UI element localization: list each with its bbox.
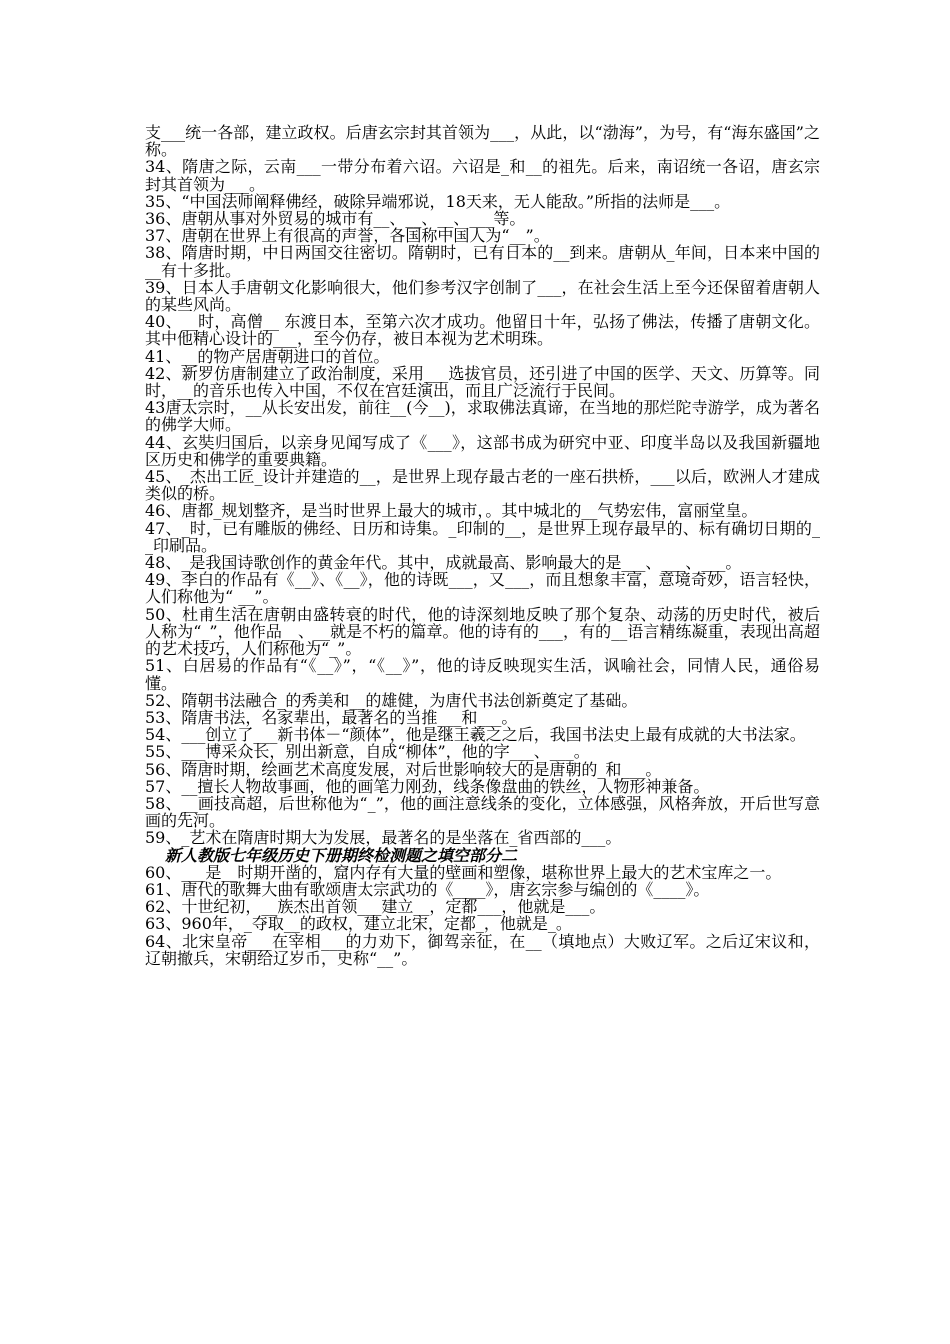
question-item: 55、___博采众长，别出新意，自成“柳体”，他的字___、___。 bbox=[145, 742, 590, 762]
question-item: 48、_是我国诗歌创作的黄金年代。其中，成就最高、影响最大的是___、___、___。 bbox=[145, 553, 742, 573]
question-item: 53、隋唐书法，名家辈出，最著名的当推___和___。 bbox=[145, 707, 518, 727]
question-item: 35、“中国法师阐释佛经，破除异端邪说，18天来，无人能敌。”所指的法师是___。 bbox=[145, 191, 731, 211]
question-item: 62、十世纪初，__族杰出首领___建立__，定都___，他就是___。 bbox=[145, 897, 606, 917]
question-item: 46、唐都_规划整齐，是当时世界上最大的城市，。其中城北的__气势宏伟，富丽堂皇。 bbox=[145, 501, 758, 521]
question-item: 47、_时，已有雕版的佛经、日历和诗集。_印制的__，是世界上现存最早的、标有确切日期的__印刷品。 bbox=[145, 518, 820, 555]
question-item: 51、白居易的作品有“《__》”，“《__》”，他的诗反映现实生活，讽喻社会，同情人民，通俗易懂。 bbox=[145, 656, 820, 693]
question-item: 42、新罗仿唐制建立了政治制度，采用___选拔官员，还引进了中国的医学、天文、历算等。同时，__的音乐也传入中国，不仅在宫廷演出，而且广泛流行于民间。 bbox=[145, 363, 820, 401]
question-item: 41、__的物产居唐朝进口的首位。 bbox=[145, 346, 390, 366]
question-item: 38、隋唐时期，中日两国交往密切。隋朝时，已有日本的__到来。唐朝从_年间，日本来中国的__有十多批。 bbox=[145, 243, 820, 280]
question-list-1 bbox=[145, 124, 820, 847]
question-item: 59、_艺术在隋唐时期大为发展，最著名的是坐落在_省西部的___。 bbox=[145, 828, 622, 848]
question-item: 支___统一各部，建立政权。后唐玄宗封其首领为___，从此，以“渤海”，为号，有“海东盛国”之称。 bbox=[145, 123, 820, 160]
question-item: 39、日本人手唐朝文化影响很大，他们参考汉字创制了___，在社会生活上至今还保留着唐朝人的某些风尚。 bbox=[145, 277, 820, 315]
question-item: 52、隋朝书法融合_的秀美和__的雄健，为唐代书法创新奠定了基础。 bbox=[145, 690, 638, 710]
question-item: 56、隋唐时期，绘画艺术高度发展，对后世影响较大的是唐朝的_和___。 bbox=[145, 759, 662, 779]
question-item: 36、唐朝从事对外贸易的城市有__、__、__、___等。 bbox=[145, 209, 526, 229]
question-item: 54、___创立了___新书体－“颜体”，他是继王羲之之后，我国书法史上最有成就的大书法家。 bbox=[145, 725, 806, 745]
question-item: 50、杜甫生活在唐朝由盛转衰的时代，他的诗深刻地反映了那个复杂、动荡的历史时代，被后人称为“_”，他作品__、__就是不朽的篇章。他的诗有的___，有的__语言精练凝重，表现出高超的艺术技巧，人们称他为“_”。 bbox=[145, 604, 820, 659]
question-item: 64、北宋皇帝___在宰相___的力劝下，御驾亲征，在__（填地点）大败辽军。之后辽宋议和，辽朝撤兵，宋朝给辽岁币，史称“__”。 bbox=[145, 931, 820, 968]
question-list-2 bbox=[145, 864, 820, 967]
document-page bbox=[145, 124, 820, 967]
question-item: 60、___是__时期开凿的，窟内存有大量的壁画和塑像，堪称世界上最大的艺术宝库之一。 bbox=[145, 862, 782, 882]
question-item: 40、__时，高僧__ 东渡日本，至第六次才成功。他留日十年，弘扬了佛法，传播了唐朝文化。其中他精心设计的___，至今仍存，被日本视为艺术明珠。 bbox=[145, 312, 820, 349]
question-item: 61、唐代的歌舞大曲有歌颂唐太宗武功的《____》，唐玄宗参与编创的《____》。 bbox=[145, 879, 710, 899]
question-item: 57、__擅长人物故事画，他的画笔力刚劲，线条像盘曲的铁丝，人物形神兼备。 bbox=[145, 776, 710, 796]
question-item: 49、李白的作品有《__》、《__》，他的诗既___，又___，而且想象丰富，意境奇妙，语言轻快，人们称他为“ __”。 bbox=[145, 570, 820, 607]
section-heading: 新人教版七年级历史下册期终检测题之填空部分二 bbox=[165, 845, 518, 865]
question-item: 44、玄奘归国后，以亲身见闻写成了《___》，这部书成为研究中亚、印度半岛以及我国新疆地区历史和佛学的重要典籍。 bbox=[145, 432, 820, 469]
question-item: 58、__画技高超，后世称他为“_”，他的画注意线条的变化，立体感强，风格奔放，开后世写意画的先河。 bbox=[145, 793, 820, 831]
question-item: 34、隋唐之际，云南___一带分布着六诏。六诏是_和__的祖先。后来，南诏统一各诏，唐玄宗封其首领为___。 bbox=[145, 157, 820, 194]
question-item: 63、960年，_夺取__的政权，建立北宋，定都_，他就是_。 bbox=[145, 914, 572, 934]
question-item: 43唐太宗时，__从长安出发，前往__(今__)，求取佛法真谛，在当地的那烂陀寺游学，成为著名的佛学大师。 bbox=[145, 398, 820, 435]
question-item: 37、唐朝在世界上有很高的声誉，各国称中国人为“__”。 bbox=[145, 226, 550, 246]
question-item: 45、_杰出工匠_设计并建造的__，是世界上现存最古老的一座石拱桥，___以后，欧洲人才建成类似的桥。 bbox=[145, 467, 820, 504]
